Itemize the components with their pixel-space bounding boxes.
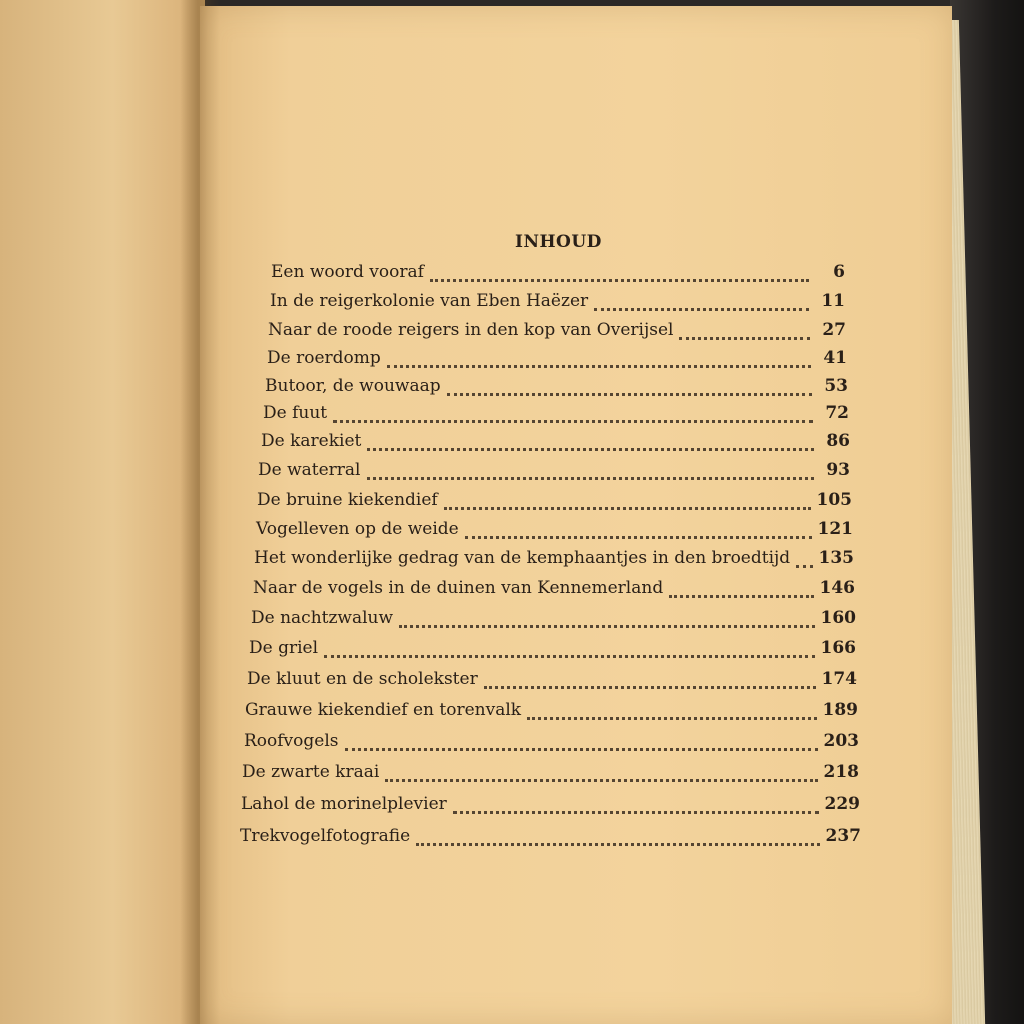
toc-entry-page: 237 [825,826,861,846]
toc-leader-dots [333,410,813,423]
toc-leader-dots [399,615,814,628]
toc-entry [253,578,855,604]
toc-entry-title: De waterral [258,460,361,480]
toc-leader-dots [465,526,812,539]
toc-entry-title: Trekvogelfotografie [240,826,411,846]
toc-entry-page: 203 [823,731,859,751]
toc-entry-title: Vogelleven op de weide [256,519,459,539]
toc-entry [245,700,858,726]
toc-entry-page: 41 [823,348,847,368]
toc-entry [241,794,860,820]
toc-entry-page: 146 [819,578,855,598]
toc-leader-dots [367,467,815,480]
toc-leader-dots [527,707,816,720]
toc-entry-title: De karekiet [261,431,362,451]
toc-entry-title: Naar de vogels in de duinen van Kennemerland [253,578,664,598]
toc-entry-page: 218 [823,762,859,782]
toc-leader-dots [453,801,819,814]
toc-entry-page: 135 [818,548,854,568]
toc-entry-title: De fuut [263,403,328,423]
toc-entry-title: De zwarte kraai [242,762,380,782]
toc-leader-dots [796,555,812,568]
toc-entry-page: 174 [821,669,857,689]
toc-entry-page: 6 [833,262,845,282]
toc-entry-page: 189 [822,700,858,720]
toc-leader-dots [484,676,816,689]
toc-entry [261,431,850,457]
toc-entry-page: 27 [822,320,846,340]
toc-entry [251,608,856,634]
toc-entry-page: 11 [821,291,845,311]
toc-entry [244,731,859,757]
toc-entry-page: 229 [824,794,860,814]
toc-entry [257,490,852,516]
toc-entry [265,376,848,402]
toc-leader-dots [430,269,809,282]
toc-entry [267,348,847,374]
toc-entry-page: 93 [826,460,850,480]
toc-entry-page: 166 [820,638,856,658]
toc-entry-title: De roerdomp [267,348,381,368]
toc-entry-page: 72 [825,403,849,423]
toc-entry-title: In de reigerkolonie van Eben Haëzer [270,291,589,311]
toc-entry-page: 121 [817,519,853,539]
toc-entry [247,669,857,695]
toc-leader-dots [345,738,818,751]
toc-entry-title: Een woord vooraf [271,262,424,282]
toc-leader-dots [444,497,811,510]
toc-entry [270,291,845,317]
toc-entry-title: Butoor, de wouwaap [265,376,441,396]
toc-leader-dots [447,383,812,396]
toc-leader-dots [324,645,814,658]
toc-entry [268,320,846,346]
toc-entry-page: 105 [816,490,852,510]
toc-leader-dots [387,355,811,368]
toc-leader-dots [367,438,814,451]
toc-entry-page: 160 [820,608,856,628]
toc-entry-title: Lahol de morinelplevier [241,794,447,814]
toc-entry-title: De kluut en de scholekster [247,669,478,689]
toc-entry-page: 53 [824,376,848,396]
toc-leader-dots [669,585,813,598]
toc-leader-dots [679,327,810,340]
toc-entry-title: Het wonderlijke gedrag van de kemphaantjes in den broedtijd [254,548,791,568]
toc-entry [249,638,856,664]
toc-entry-title: Roofvogels [244,731,339,751]
toc-leader-dots [594,298,809,311]
toc-entry [258,460,850,486]
toc-leader-dots [416,833,819,846]
toc-entry-title: De bruine kiekendief [257,490,438,510]
toc-entry [263,403,849,429]
toc-entry-page: 86 [826,431,850,451]
toc-entry-title: Naar de roode reigers in den kop van Overijsel [268,320,674,340]
toc-leader-dots [385,769,817,782]
toc-entry [271,262,845,288]
toc-entry [254,548,854,574]
toc-entry-title: De griel [249,638,319,658]
toc-entry-title: De nachtzwaluw [251,608,394,628]
toc-entry-title: Grauwe kiekendief en torenvalk [245,700,522,720]
toc-entry [240,826,861,852]
toc-entry [242,762,859,788]
toc-heading: INHOUD [515,232,602,252]
toc-entry [256,519,853,545]
